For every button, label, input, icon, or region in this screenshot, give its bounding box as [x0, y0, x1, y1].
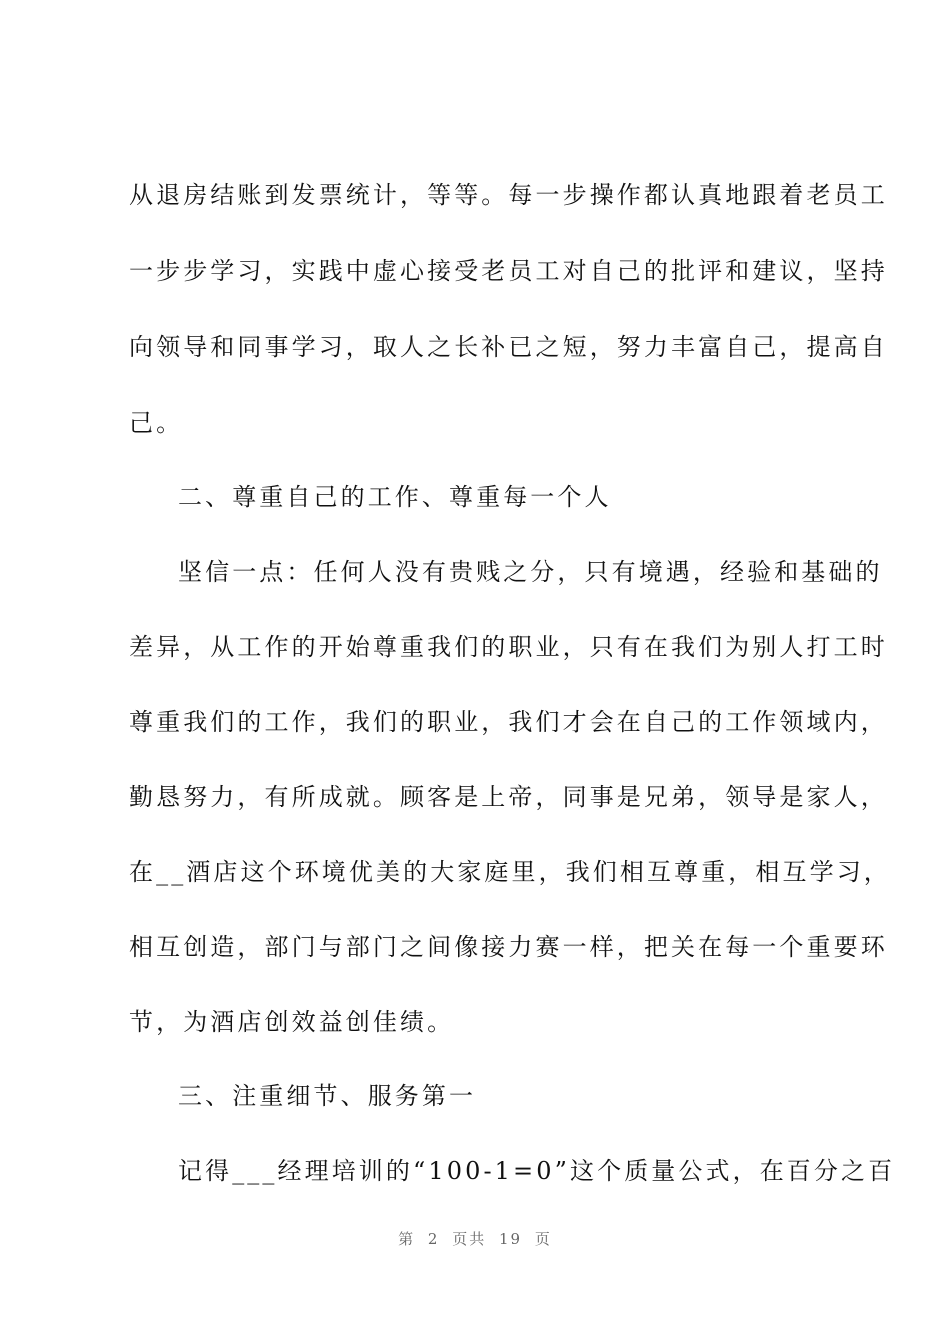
body-text-line: 己。: [129, 409, 184, 437]
body-text-line: 一步步学习，实践中虚心接受老员工对自己的批评和建议，坚持: [129, 257, 888, 285]
body-text-line: 勤恳努力，有所成就。顾客是上帝，同事是兄弟，领导是家人，: [129, 783, 888, 811]
section-heading-3: 三、注重细节、服务第一: [178, 1082, 477, 1110]
page-footer: 第 2 页共 19 页: [398, 1230, 552, 1248]
body-text-line: 在__酒店这个环境优美的大家庭里，我们相互尊重，相互学习，: [129, 858, 891, 886]
body-text-line: 差异，从工作的开始尊重我们的职业，只有在我们为别人打工时: [129, 633, 888, 661]
body-text-line: 向领导和同事学习，取人之长补已之短，努力丰富自己，提高自: [129, 333, 888, 361]
body-text-line: 记得___经理培训的“100-1=0”这个质量公式，在百分之百: [178, 1157, 896, 1185]
body-text-line: 相互创造，部门与部门之间像接力赛一样，把关在每一个重要环: [129, 933, 888, 961]
body-text-line: 尊重我们的工作，我们的职业，我们才会在自己的工作领域内，: [129, 708, 888, 736]
body-text-line: 从退房结账到发票统计，等等。每一步操作都认真地跟着老员工: [129, 181, 888, 209]
body-text-line: 节，为酒店创效益创佳绩。: [129, 1008, 455, 1036]
section-heading-2: 二、尊重自己的工作、尊重每一个人: [178, 483, 612, 511]
body-text-line: 坚信一点：任何人没有贵贱之分，只有境遇，经验和基础的: [178, 558, 883, 586]
